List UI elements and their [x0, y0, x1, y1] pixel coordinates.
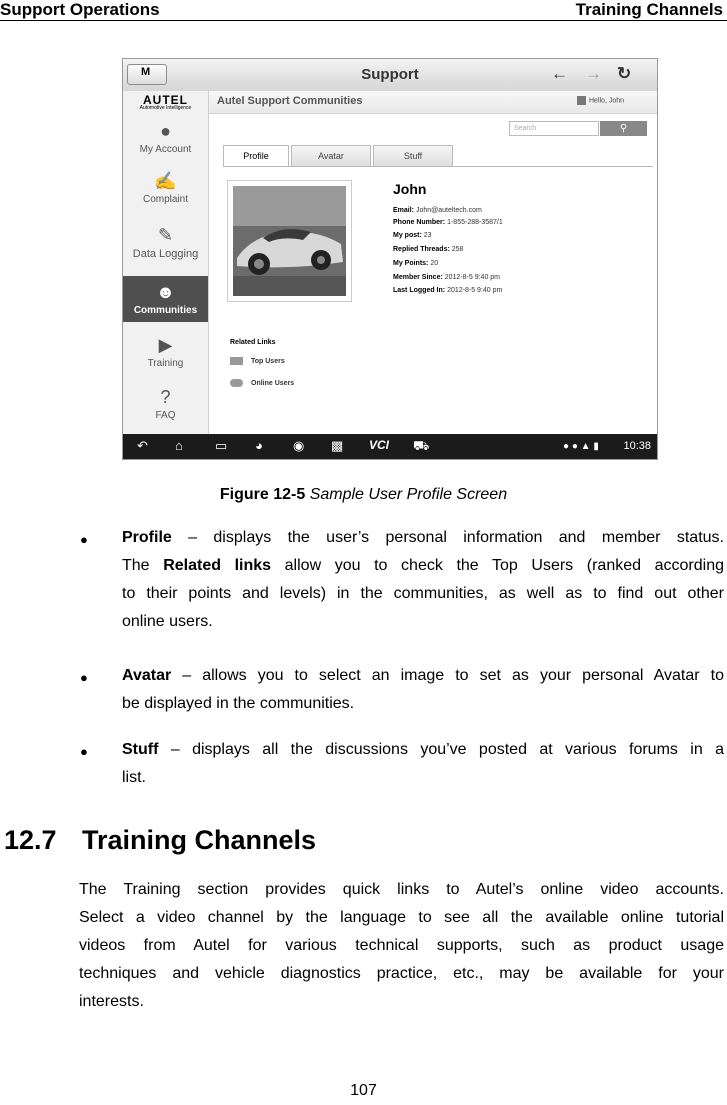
bar-chart-icon [230, 357, 243, 365]
bullet-profile: Profile – displays the user’s personal information and member status. The Related links allow you to check the Top Users (ranked according to their points and levels) in the communities, as well as to find out other online users. [122, 529, 725, 630]
home-icon[interactable]: ⌂ [175, 438, 183, 453]
profile-phone: Phone Number: 1-855-288-3587/1 [393, 219, 503, 226]
profile-points: My Points: 20 [393, 260, 439, 267]
data-logging-icon: ✎ [157, 225, 174, 245]
sidebar [123, 91, 209, 434]
search-icon: ⚲ [619, 123, 628, 134]
clock: 10:38 [623, 440, 651, 452]
sidebar-item-data-logging[interactable]: ✎ Data Logging [123, 225, 208, 271]
tab-stuff[interactable]: Stuff [373, 145, 453, 166]
online-users-link[interactable]: Online Users [230, 379, 294, 387]
recent-apps-icon[interactable]: ▭ [215, 438, 228, 453]
back-icon[interactable]: ↶ [137, 438, 148, 453]
page-number: 107 [350, 1082, 377, 1099]
related-links-title: Related Links [230, 339, 276, 346]
sidebar-item-complaint[interactable]: ✍ Complaint [123, 171, 208, 217]
profile-member-since: Member Since: 2012-8-5 9:40 pm [393, 274, 501, 281]
bullet-dot: ● [80, 744, 88, 759]
header-left: Support Operations [0, 0, 160, 19]
communities-icon: ☻ [156, 282, 175, 302]
vci-icon[interactable]: VCI [369, 438, 390, 452]
user-avatar-icon [577, 96, 586, 105]
bullet-dot: ● [80, 670, 88, 685]
figure-caption: Figure 12-5 Sample User Profile Screen [219, 486, 508, 503]
sidebar-item-communities[interactable]: ☻ Communities [123, 276, 208, 322]
complaint-icon: ✍ [154, 171, 177, 191]
tab-profile[interactable]: Profile [223, 145, 289, 166]
bullet-avatar: Avatar – allows you to select an image to set as your personal Avatar to be displayed in the communities. [122, 667, 724, 712]
profile-photo [227, 180, 352, 302]
profile-name: John [393, 181, 427, 197]
title-bar [123, 59, 657, 92]
community-title: Autel Support Communities [217, 95, 363, 107]
sidebar-item-faq[interactable]: ? FAQ [123, 387, 208, 431]
sidebar-item-my-account[interactable]: ● My Account [123, 121, 208, 165]
browser-icon[interactable]: ◕ [255, 438, 263, 453]
user-icon: ● [160, 121, 171, 141]
search-input[interactable]: Search [509, 121, 599, 136]
tab-divider [223, 166, 653, 167]
search-button[interactable] [600, 121, 647, 136]
display-icon[interactable]: ▩ [331, 438, 344, 453]
bullet-dot: ● [80, 532, 88, 547]
screen-title: Support [361, 66, 419, 83]
page-header [0, 0, 727, 21]
forward-arrow-icon[interactable]: → [585, 64, 602, 83]
status-icons: ● ● ▲ ▮ [563, 441, 599, 452]
profile-last-login: Last Logged In: 2012-8-5 9:40 pm [393, 287, 503, 294]
refresh-icon[interactable]: ↻ [617, 64, 632, 83]
bullet-stuff: Stuff – displays all the discussions you’ve posted at various forums in a list. [122, 741, 724, 786]
main-content [209, 91, 657, 434]
chat-icon [230, 379, 243, 387]
home-button[interactable]: M [127, 64, 167, 85]
profile-replied: Replied Threads: 258 [393, 246, 464, 253]
profile-posts: My post: 23 [393, 232, 432, 239]
play-icon: ▶ [158, 335, 173, 355]
question-icon: ? [160, 387, 171, 407]
section-heading: 12.7 Training Channels [4, 825, 317, 855]
app-screenshot [122, 58, 658, 460]
android-nav-bar [123, 434, 657, 459]
section-paragraph: The Training section provides quick links to Autel’s online video accounts. Select a video channel by the language to see all the available online tutorial videos from Autel for various technical supports, such as product usage techniques and vehicle diagnostics practice, etc., may be available for your interests. [79, 881, 724, 1010]
brand-logo: AUTEL Automotive Intelligence [139, 93, 192, 111]
user-greeting[interactable]: Hello, John [577, 96, 624, 105]
camera-icon[interactable]: ◉ [293, 438, 305, 453]
sidebar-item-training[interactable]: ▶ Training [123, 335, 208, 379]
header-right: Training Channels [575, 0, 723, 19]
car-icon[interactable]: ⛟ [413, 438, 430, 453]
tab-avatar[interactable]: Avatar [291, 145, 371, 166]
community-header [209, 91, 657, 114]
top-users-link[interactable]: Top Users [230, 357, 285, 365]
profile-email: Email: John@auteltech.com [393, 207, 482, 214]
back-arrow-icon[interactable]: ← [551, 64, 568, 83]
